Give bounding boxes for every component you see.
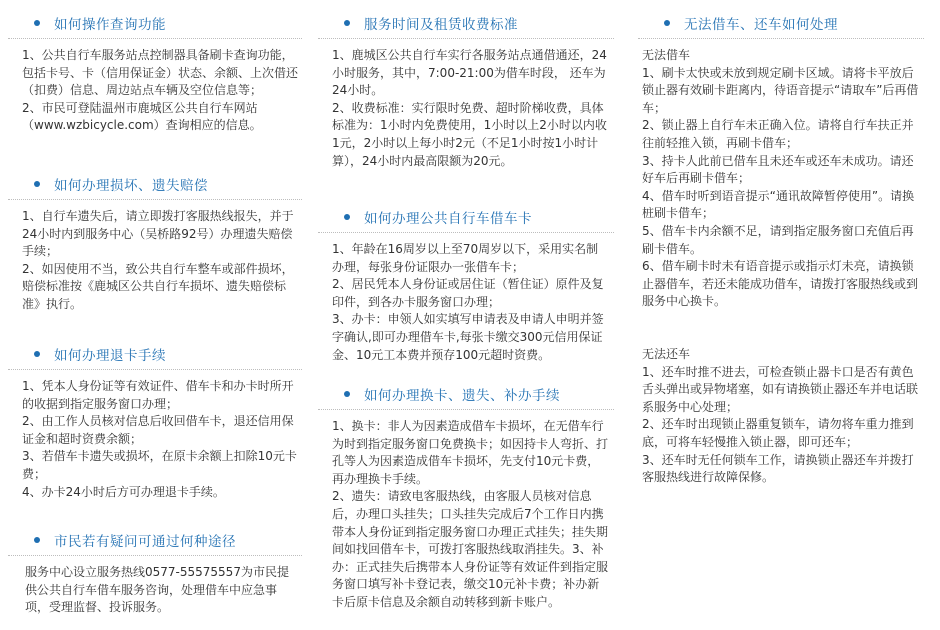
paragraph: 2、遗失：请致电客服热线，由客服人员核对信息后，办理口头挂失；口头挂失完成后7个工作日内携带本人身份证到指定服务窗口办理正式挂失；挂失期间如找回借车卡，可拨打客服热线取消挂失。3、补办：正式挂失后携带本人身份证等有效证件到指定服务窗口填写补卡登记表，缴交10元补卡费；补办新卡后原卡信息及余额自动转移到新卡账户。: [332, 489, 609, 609]
section-query: [8, 8, 302, 135]
spacer: [642, 311, 920, 329]
section-title: 如何操作查询功能: [54, 17, 166, 33]
section-title: 如何办理退卡手续: [54, 348, 166, 364]
section-title: 如何办理公共自行车借车卡: [364, 211, 532, 227]
paragraph: 1、年龄在16周岁以上至70周岁以下，采用实名制办理，每张身份证限办一张借车卡；: [332, 242, 599, 274]
paragraph: 服务中心设立服务热线0577-55575557为市民提供公共自行车借车服务咨询，处理借车中应急事项，受理监督、投诉服务。: [25, 565, 289, 615]
paragraph: 2、还车时出现锁止器重复锁车，请勿将车重力推到底，可将车轻慢推入锁止器，即可还车；: [642, 417, 914, 450]
section-text: [8, 200, 302, 314]
section-heading: [318, 379, 614, 410]
section-title: 市民若有疑问可通过何种途径: [54, 534, 236, 550]
section-damage-loss: [8, 169, 302, 314]
section-heading: [638, 8, 924, 39]
paragraph: 2、居民凭本人身份证或居住证（暂住证）原件及复印件，到各办卡服务窗口办理；: [332, 277, 604, 309]
section-text: [8, 39, 302, 135]
subheading-cannot-borrow: 无法借车: [642, 48, 691, 62]
paragraph: 4、办卡24小时后方可办理退卡手续。: [22, 484, 225, 499]
section-text: [318, 233, 614, 364]
section-text: [8, 556, 302, 617]
bullet-dot-icon: [344, 20, 350, 26]
section-inquiry: [8, 525, 302, 617]
paragraph: 1、凭本人身份证等有效证件、借车卡和办卡时所开的收据到指定服务窗口办理；: [22, 379, 294, 411]
section-heading: [318, 8, 614, 39]
bullet-dot-icon: [34, 537, 40, 543]
section-title: 无法借车、还车如何处理: [684, 17, 838, 33]
paragraph: 2、如因使用不当，致公共自行车整车或部件损坏，赔偿标准按《鹿城区公共自行车损坏、遗失赔偿标准》执行。: [22, 261, 294, 311]
paragraph: 3、持卡人此前已借车且未还车或还车未成功。请还好车后再刷卡借车；: [642, 153, 914, 186]
bullet-dot-icon: [34, 351, 40, 357]
section-heading: [8, 8, 302, 39]
paragraph: 6、借车刷卡时未有语音提示或指示灯未亮，请换锁止器借车，若还未能成功借车，请拨打客服热线或到服务中心换卡。: [642, 259, 919, 309]
section-text: [8, 370, 302, 501]
subheading-cannot-return: 无法还车: [642, 347, 691, 362]
section-cannot-borrow-return: [638, 8, 924, 487]
section-heading: [8, 525, 302, 556]
section-card-return: [8, 339, 302, 501]
paragraph: 2、收费标准：实行限时免费、超时阶梯收费，具体标准为：1小时内免费使用，1小时以上2小时以内收1元，2小时以上每小时2元（不足1小时按1小时计算），24小时内最高限额为20元。: [332, 100, 607, 168]
paragraph: 4、借车时听到语音提示“通讯故障暂停使用”。请换桩刷卡借车；: [642, 188, 915, 221]
section-text: [638, 39, 924, 487]
bullet-dot-icon: [344, 391, 350, 397]
section-text: [318, 39, 614, 170]
paragraph: 2、由工作人员核对信息后收回借车卡，退还信用保证金和超时资费余额；: [22, 414, 294, 446]
section-title: 如何办理损坏、遗失赔偿: [54, 178, 208, 194]
section-heading: [8, 339, 302, 370]
section-heading: [318, 202, 614, 233]
section-card-apply: [318, 202, 614, 364]
section-title: 服务时间及租赁收费标准: [364, 17, 518, 33]
paragraph: 2、市民可登陆温州市鹿城区公共自行车网站（www.wzbicycle.com）查询相应的信息。: [22, 100, 262, 133]
paragraph: 1、公共自行车服务站点控制器具备刷卡查询功能，包括卡号、卡（信用保证金）状态、余额、上次借还（扣费）信息、周边站点车辆及空位信息等；: [22, 48, 299, 98]
spacer: [642, 329, 920, 347]
paragraph: 3、还车时无任何锁车工作，请换锁止器还车并拨打客服热线进行故障保修。: [642, 452, 914, 485]
bullet-dot-icon: [344, 214, 350, 220]
paragraph: 3、办卡：申领人如实填写申请表及申请人申明并签字确认,即可办理借车卡,每张卡缴交300元信用保证金、10元工本费并预存100元超时资费。: [332, 312, 604, 362]
bullet-dot-icon: [664, 20, 670, 26]
paragraph: 1、换卡：非人为因素造成借车卡损坏，在无借车行为时到指定服务窗口免费换卡；如因持卡人弯折、打孔等人为因素造成借车卡损坏，先支付10元卡费，再办理换卡手续。: [332, 419, 609, 486]
section-text: [318, 410, 614, 612]
paragraph: 5、借车卡内余额不足，请到指定服务窗口充值后再刷卡借车。: [642, 223, 914, 256]
section-heading: [8, 169, 302, 200]
paragraph: 1、自行车遗失后，请立即拨打客服热线报失，并于24小时内到服务中心（吴桥路92号）办理遗失赔偿手续；: [22, 209, 294, 259]
section-title: 如何办理换卡、遗失、补办手续: [364, 388, 560, 404]
paragraph: 2、锁止器上自行车未正确入位。请将自行车扶正并往前轻推入锁，再刷卡借车；: [642, 118, 914, 150]
bullet-dot-icon: [34, 181, 40, 187]
section-service-hours-fees: [318, 8, 614, 170]
paragraph: 1、刷卡太快或未放到规定刷卡区域。请将卡平放后锁止器有效刷卡距离内，待语音提示“请取车”后再借车；: [642, 65, 919, 115]
section-card-replace: [318, 379, 614, 612]
paragraph: 3、若借车卡遗失或损坏，在原卡余额上扣除10元卡费；: [22, 449, 297, 481]
paragraph: 1、还车时推不进去，可检查锁止器卡口是否有黄色舌头弹出或异物堵塞，如有请换锁止器还车并电话联系服务中心处理；: [642, 364, 919, 414]
bullet-dot-icon: [34, 20, 40, 26]
paragraph: 1、鹿城区公共自行车实行各服务站点通借通还，24小时服务，其中，7:00-21:00为借车时段， 还车为24小时。: [332, 48, 607, 98]
